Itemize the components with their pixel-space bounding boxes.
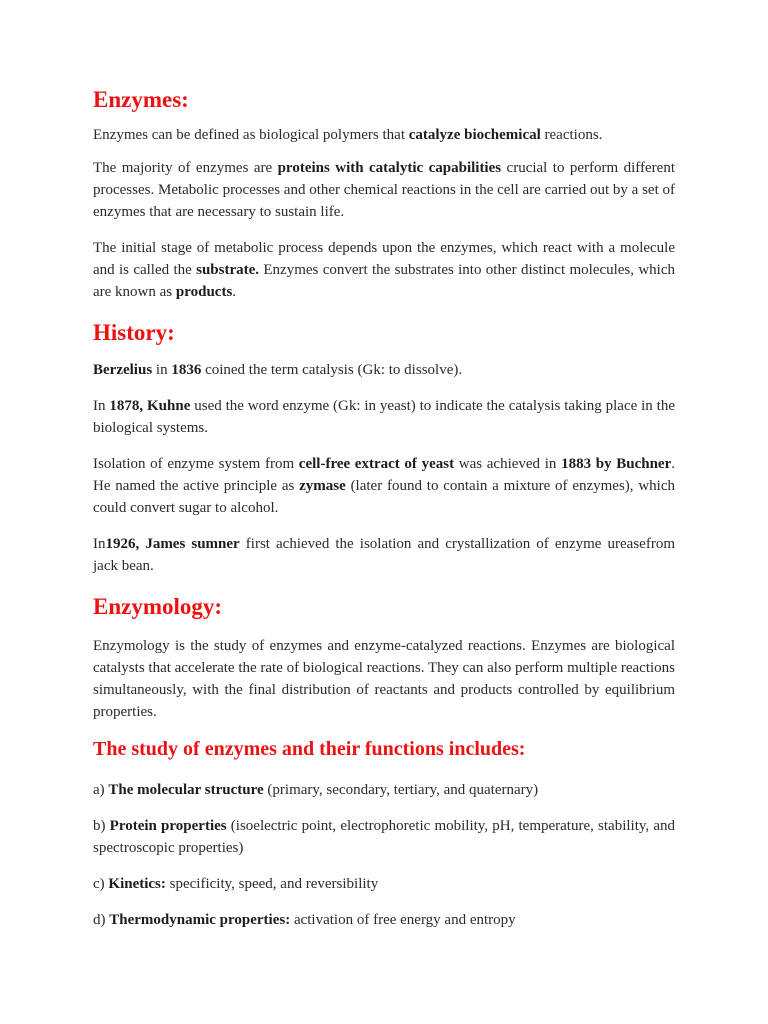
study-list-item-prefix: a): [93, 782, 109, 798]
study-list-item-detail: (isoelectric point, electrophoretic mobility, pH, temperature, stability, and spectroscopic properties): [93, 818, 675, 856]
study-list-item-prefix: d): [93, 912, 110, 928]
study-list-item-title: Protein properties: [109, 818, 227, 834]
history-berzelius-paragraph: Berzelius in 1836 coined the term catalysis (Gk: to dissolve).: [93, 362, 463, 378]
enzymology-paragraph: Enzymology is the study of enzymes and enzyme-catalyzed reactions. Enzymes are biological catalysts that accelerate the rate of biological reactions. They can also perform multiple reactions simultaneously, with the final distribution of reactants and products controlled by equilibrium properties.: [93, 638, 675, 720]
study-list-item-detail: specificity, speed, and reversibility: [165, 876, 379, 892]
document-content: [93, 86, 675, 931]
heading-enzymology: Enzymology:: [93, 594, 223, 619]
heading-history: History:: [93, 320, 175, 345]
heading-enzymes: Enzymes:: [93, 87, 189, 112]
study-list-item-title: The molecular structure: [108, 782, 264, 798]
study-list-item: [93, 779, 675, 801]
heading-study-of-enzymes: The study of enzymes and their functions includes:: [93, 738, 526, 760]
study-list-item-detail: (primary, secondary, tertiary, and quaternary): [263, 782, 539, 798]
study-list-item-detail: activation of free energy and entropy: [290, 912, 516, 928]
enzymes-metabolic-paragraph: The initial stage of metabolic process depends upon the enzymes, which react with a molecule and is called the substrate. Enzymes convert the substrates into other distinct molecules, which are known as products.: [93, 240, 675, 300]
history-buchner-paragraph: Isolation of enzyme system from cell-free extract of yeast was achieved in 1883 by Buchner. He named the active principle as zymase (later found to contain a mixture of enzymes), which could convert sugar to alcohol.: [93, 456, 675, 516]
study-list-item-prefix: b): [93, 818, 110, 834]
history-sumner-paragraph: In1926, James sumner first achieved the isolation and crystallization of enzyme ureasefrom jack bean.: [93, 536, 675, 574]
enzymes-majority-paragraph: The majority of enzymes are proteins with catalytic capabilities crucial to perform different processes. Metabolic processes and other chemical reactions in the cell are carried out by a set of enzymes that are necessary to sustain life.: [93, 160, 675, 220]
enzymes-definition-paragraph: Enzymes can be defined as biological polymers that catalyze biochemical reactions.: [93, 127, 603, 143]
study-list-item-title: Kinetics:: [108, 876, 166, 892]
history-kuhne-paragraph: In 1878, Kuhne used the word enzyme (Gk: in yeast) to indicate the catalysis taking place in the biological systems.: [93, 398, 675, 436]
study-list-item: [93, 873, 675, 895]
study-list-item-prefix: c): [93, 876, 109, 892]
study-list-item-title: Thermodynamic properties:: [109, 912, 291, 928]
study-list-item: [93, 815, 675, 859]
study-list-item: [93, 909, 675, 931]
study-list: [93, 779, 675, 931]
